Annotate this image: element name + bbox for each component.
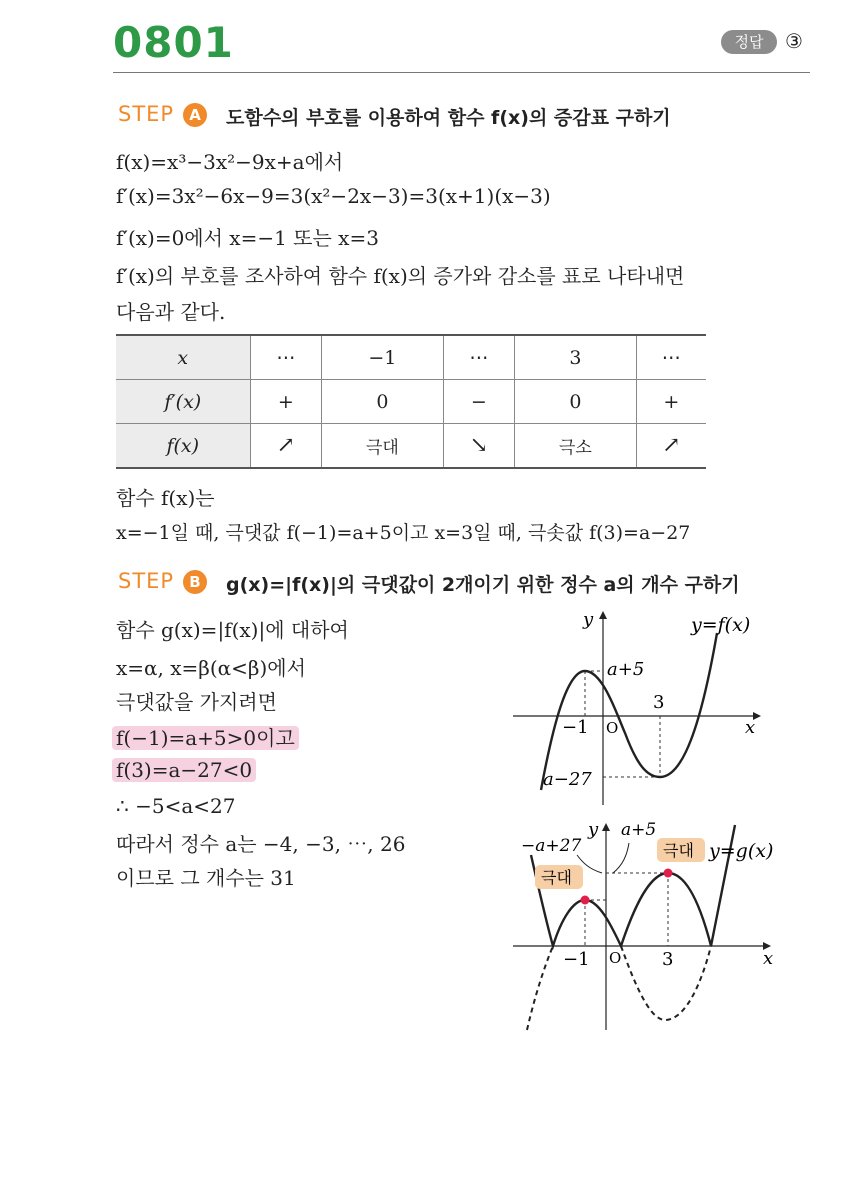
table-cell: ⋯ <box>250 335 322 380</box>
curve-label: y=f(x) <box>691 614 751 636</box>
max-point-right <box>664 869 673 878</box>
after-table-line-2: x=−1일 때, 극댓값 f(−1)=a+5이고 x=3일 때, 극솟값 f(3)=a−27 <box>116 522 691 544</box>
y-label: y <box>588 819 599 840</box>
step-b-line-7: 따라서 정수 a는 −4, −3, ⋯, 26 <box>116 832 406 856</box>
step-a-line-1: f(x)=x³−3x²−9x+a에서 <box>116 150 344 174</box>
table-cell: −1 <box>322 335 443 380</box>
step-b-title: g(x)=|f(x)|의 극댓값이 2개이기 위한 정수 a의 개수 구하기 <box>226 574 740 596</box>
x-tick-right: 3 <box>662 949 674 970</box>
y-label: y <box>583 609 594 630</box>
x-label: x <box>763 948 774 969</box>
table-cell: ⋯ <box>636 335 706 380</box>
step-b-label: STEP <box>118 569 175 593</box>
pos-value-label: a+5 <box>621 820 657 840</box>
table-cell: 극대 <box>322 424 443 469</box>
graph-g <box>505 815 795 1040</box>
step-b-line-3: 극댓값을 가지려면 <box>116 690 277 714</box>
answer-badge: 정답 <box>721 30 777 54</box>
table-cell: 3 <box>515 335 636 380</box>
step-b-line-1: 함수 g(x)=|f(x)|에 대하여 <box>116 618 349 642</box>
step-b-line-8: 이므로 그 개수는 31 <box>116 866 296 890</box>
table-cell: ↗ <box>250 424 322 469</box>
table-cell: x <box>116 335 250 380</box>
step-b-letter: B <box>183 570 207 594</box>
x-tick-left: −1 <box>563 949 590 970</box>
step-a-label: STEP <box>118 102 175 126</box>
table-cell: 0 <box>515 380 636 424</box>
origin-label: O <box>609 949 622 967</box>
neg-value-label: −a+27 <box>521 836 582 856</box>
arrow-pos-label <box>613 843 629 873</box>
table-cell: + <box>636 380 706 424</box>
table-cell: ↘ <box>443 424 515 469</box>
header-divider <box>113 72 810 73</box>
step-a-letter: A <box>183 103 207 127</box>
origin-label: O <box>606 719 619 737</box>
table-cell: 0 <box>322 380 443 424</box>
after-table-line-1: 함수 f(x)는 <box>116 486 215 510</box>
x-tick-left: −1 <box>562 717 589 738</box>
step-a-line-3: f′(x)=0에서 x=−1 또는 x=3 <box>116 226 379 250</box>
table-cell: f′(x) <box>116 380 250 424</box>
step-b-line-2: x=α, x=β(α<β)에서 <box>116 656 306 680</box>
step-a-title: 도함수의 부호를 이용하여 함수 f(x)의 증감표 구하기 <box>226 107 671 129</box>
highlight-condition-1 <box>112 722 299 751</box>
table-row <box>116 335 706 380</box>
condition-2: f(3)=a−27<0 <box>112 758 256 782</box>
x-tick-right: 3 <box>653 692 665 713</box>
problem-number: 0801 <box>113 18 234 67</box>
table-cell: 극소 <box>515 424 636 469</box>
answer-value: ③ <box>785 29 803 53</box>
y-axis-arrow-icon <box>599 611 607 619</box>
table-cell: ⋯ <box>443 335 515 380</box>
max-point-left <box>581 896 590 905</box>
step-a-line-4: f′(x)의 부호를 조사하여 함수 f(x)의 증가와 감소를 표로 나타내면 <box>116 264 685 288</box>
max-label: a+5 <box>607 659 645 680</box>
table-cell: ↗ <box>636 424 706 469</box>
table-cell: + <box>250 380 322 424</box>
highlight-condition-2 <box>112 758 256 782</box>
curve-f <box>541 633 717 790</box>
condition-1: f(−1)=a+5>0이고 <box>112 726 299 750</box>
step-a-line-5: 다음과 같다. <box>116 300 226 324</box>
curve-f-dashed-left <box>527 946 553 1030</box>
max-tag-left: 극대 <box>541 868 572 887</box>
table-row <box>116 380 706 424</box>
y-axis-arrow-icon <box>602 823 610 831</box>
step-a-line-2: f′(x)=3x²−6x−9=3(x²−2x−3)=3(x+1)(x−3) <box>116 184 551 208</box>
graph-f <box>505 605 795 810</box>
step-b-line-6: ∴ −5<a<27 <box>116 794 236 818</box>
table-cell: f(x) <box>116 424 250 469</box>
min-label: a−27 <box>543 769 592 790</box>
x-label: x <box>745 717 756 738</box>
curve-label: y=g(x) <box>709 840 774 862</box>
table-row <box>116 424 706 469</box>
increase-decrease-table <box>116 334 706 469</box>
max-tag-right: 극대 <box>663 841 694 860</box>
table-cell: − <box>443 380 515 424</box>
